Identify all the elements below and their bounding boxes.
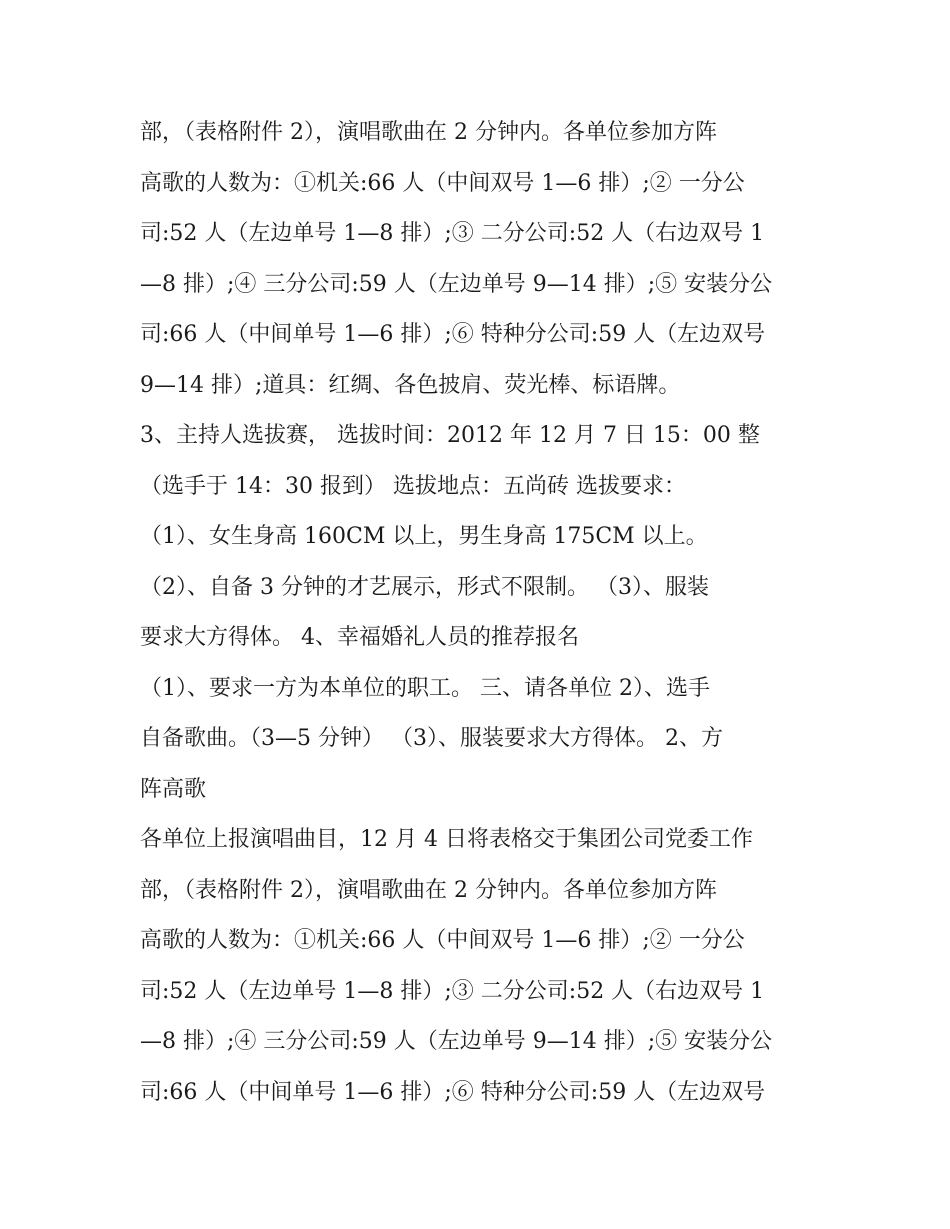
text-line: 各单位上报演唱曲目，12 月 4 日将表格交于集团公司党委工作	[140, 827, 753, 852]
text-line: 高歌的人数为：①机关:66 人（中间双号 1—6 排）;② 一分公	[140, 170, 745, 196]
text-line: 要求大方得体。 4、幸福婚礼人员的推荐报名	[140, 625, 579, 650]
text-line: —8 排）;④ 三分公司:59 人（左边单号 9—14 排）;⑤ 安装分公	[140, 271, 773, 297]
text-line: （1）、要求一方为本单位的职工。 三、请各单位 2）、选手	[140, 675, 710, 701]
text-line: （1）、女生身高 160CM 以上，男生身高 175CM 以上。	[140, 524, 708, 549]
document-body	[140, 108, 830, 1118]
text-line: 司:52 人（左边单号 1—8 排）;③ 二分公司:52 人（右边双号 1	[140, 221, 765, 246]
text-line: —8 排）;④ 三分公司:59 人（左边单号 9—14 排）;⑤ 安装分公	[140, 1029, 773, 1054]
text-line: 司:66 人（中间单号 1—6 排）;⑥ 特种分公司:59 人（左边双号	[140, 322, 766, 347]
text-line: 司:66 人（中间单号 1—6 排）;⑥ 特种分公司:59 人（左边双号	[140, 1079, 766, 1105]
text-line: （选手于 14：30 报到） 选拔地点：五尚砖 选拔要求：	[140, 473, 686, 499]
text-line: 高歌的人数为：①机关:66 人（中间双号 1—6 排）;② 一分公	[140, 928, 745, 953]
text-line: 司:52 人（左边单号 1—8 排）;③ 二分公司:52 人（右边双号 1	[140, 978, 765, 1004]
text-line: 部，（表格附件 2），演唱歌曲在 2 分钟内。各单位参加方阵	[140, 877, 717, 903]
text-line: 自备歌曲。（3—5 分钟） （3）、服装要求大方得体。 2、方	[140, 726, 723, 751]
text-line: 部，（表格附件 2），演唱歌曲在 2 分钟内。各单位参加方阵	[140, 120, 717, 145]
text-line: 阵高歌	[140, 776, 207, 802]
text-line: 9—14 排）;道具：红绸、各色披肩、荧光棒、标语牌。	[140, 372, 681, 398]
text-line: 3、主持人选拔赛， 选拔时间：2012 年 12 月 7 日 15：00 整	[140, 423, 760, 448]
text-line: （2）、自备 3 分钟的才艺展示，形式不限制。 （3）、服装	[140, 574, 709, 600]
